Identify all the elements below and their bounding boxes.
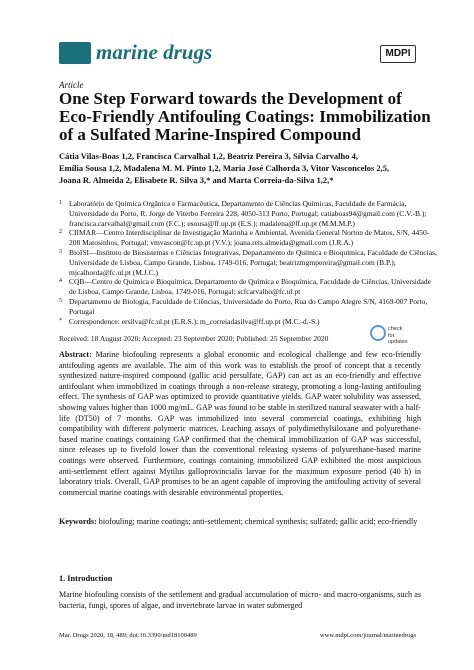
footer-journal-link[interactable]: www.mdpi.com/journal/marinedrugs [320,632,416,639]
affiliations [59,199,439,326]
publication-dates: Received: 18 August 2020; Accepted: 23 September 2020; Published: 25 September 2020 [59,334,329,343]
publisher-logo: MDPI [380,45,416,63]
abstract-label: Abstract: [59,350,92,359]
affiliation-3: 3 BioISI—Instituto de Biosistemas e Ciências Integrativas, Departamento de Química e Bioquímica, Faculdade de Ciências, Universidade de Lisboa, Campo Grande, Lisboa, 1749-016, Portugal; beatrizmgmpereira@gmail.com (B.P.); mjcalhorda@fc.ul.pt (M.J.C.) [59,247,437,277]
affiliation-2: 2 CIIMAR—Centro Interdisciplinar de Investigação Marinha e Ambiental, Avenida General Norton de Matos, S/N, 4450-208 Matosinhos, Portugal; vmvascon@fc.up.pt (V.V.); joana.reis.almeida@gmail.com (J.R.A.) [59,228,430,248]
section-heading-introduction: 1. Introduction [59,574,113,583]
article-title: One Step Forward towards the Development of Eco-Friendly Antifouling Coatings: Immobilization of a Sulfated Marine-Inspired Compound [59,89,431,144]
abstract [59,350,421,498]
authors-line-2: Emília Sousa 1,2, Madalena M. M. Pinto 1,2, Maria José Calhorda 3, Vitor Vasconcelos 2,5, [59,163,390,173]
check-for-updates-badge[interactable] [370,323,410,345]
affiliation-4: 4 CQB—Centro de Química e Bioquímica, Departamento de Química e Bioquímica, Faculdade de Ciências, Universidade de Lisboa, Campo Grande, Lisboa, 1749-016, Portugal; scfcarvalho@fc.ul.pt [59,277,431,297]
authors-line-3: Joana R. Almeida 2, Elisabete R. Silva 3,* and Marta Correia-da-Silva 1,2,* [59,175,334,185]
footer-citation: Mar. Drugs 2020, 18, 489; doi:10.3390/md18100489 [59,632,197,639]
author-list [59,150,439,186]
journal-name: marine drugs [96,40,213,64]
affiliation-5: 5 Departamento de Biologia, Faculdade de Ciências, Universidade do Porto, Rua do Campo Alegre S/N, 4169-007 Porto, Portugal [59,296,428,316]
introduction-text: Marine biofouling consists of the settlement and gradual accumulation of micro- and macro-organisms, such as bacteria, fungi, spores of algae, and invertebrate larvae in water submerged [59,590,421,610]
authors-line-1: Cátia Vilas-Boas 1,2, Francisca Carvalhal 1,2, Beatriz Pereira 3, Sílvia Carvalho 4, [59,151,358,161]
check-updates-label: check for updates [388,326,408,345]
affiliation-1: 1 Laboratório de Química Orgânica e Farmacêutica, Departamento de Ciências Químicas, Faculdade de Farmácia, Universidade do Porto, R. Jorge de Viterbo Ferreira 228, 4050-313 Porto, Portugal; catiaboas94@gmail.com (C.V.-B.); francisca.carvalhal@gmail.com (F.C.); esousa@ff.up.pt (E.S.); madalena@ff.up.pt (M.M.M.P.) [59,199,427,228]
abstract-text: Marine biofouling represents a global economic and ecological challenge and few eco-friendly antifouling agents are available. The aim of this work was to establish the proof of concept that a recently synthesized nature-inspired compound (gallic acid persulfate, GAP) can act as an eco-friendly and effective antifoulant when immobilized in coatings through a non-release strategy, promoting a long-lasting antifouling effect. The synthesis of GAP was optimized to provide quantitative yields. GAP water solubility was assessed, showing values higher than 1000 mg/mL. GAP was found to be stable in sterilized natural seawater with a half-life (DT50) of 7 months. GAP was immobilized into several commercial coatings, exhibiting high compatibility with different polymeric matrices. Leaching assays of polydimethylsiloxane and polyurethane-based marine coatings containing GAP confirmed that the chemical immobilization of GAP was successful, since releases up to fivefold lower than the conventional releasing systems of polyurethane-based marine coatings were observed. Furthermore, coatings containing immobilized GAP exhibited the most auspicious anti-settlement effect against Mytilus galloprovincialis larvae for the maximum exposure period (40 h) in laboratory trials. Overall, GAP promises to be an agent capable of improving the antifouling activity of several commercial marine coatings with desirable environmental properties. [59,350,422,497]
keywords-label: Keywords: [59,517,97,526]
journal-logo [59,42,91,64]
correspondence: * Correspondence: ersilva@fc.ul.pt (E.R.S.); m_correiadasilva@ff.up.pt (M.C.-d.-S.) [59,316,320,326]
article-category: Article [59,80,84,90]
check-updates-icon [370,325,386,341]
keywords-text: biofouling; marine coatings; anti-settlement; chemical synthesis; sulfated; gallic acid; eco-friendly [98,517,418,526]
keywords [59,517,421,528]
